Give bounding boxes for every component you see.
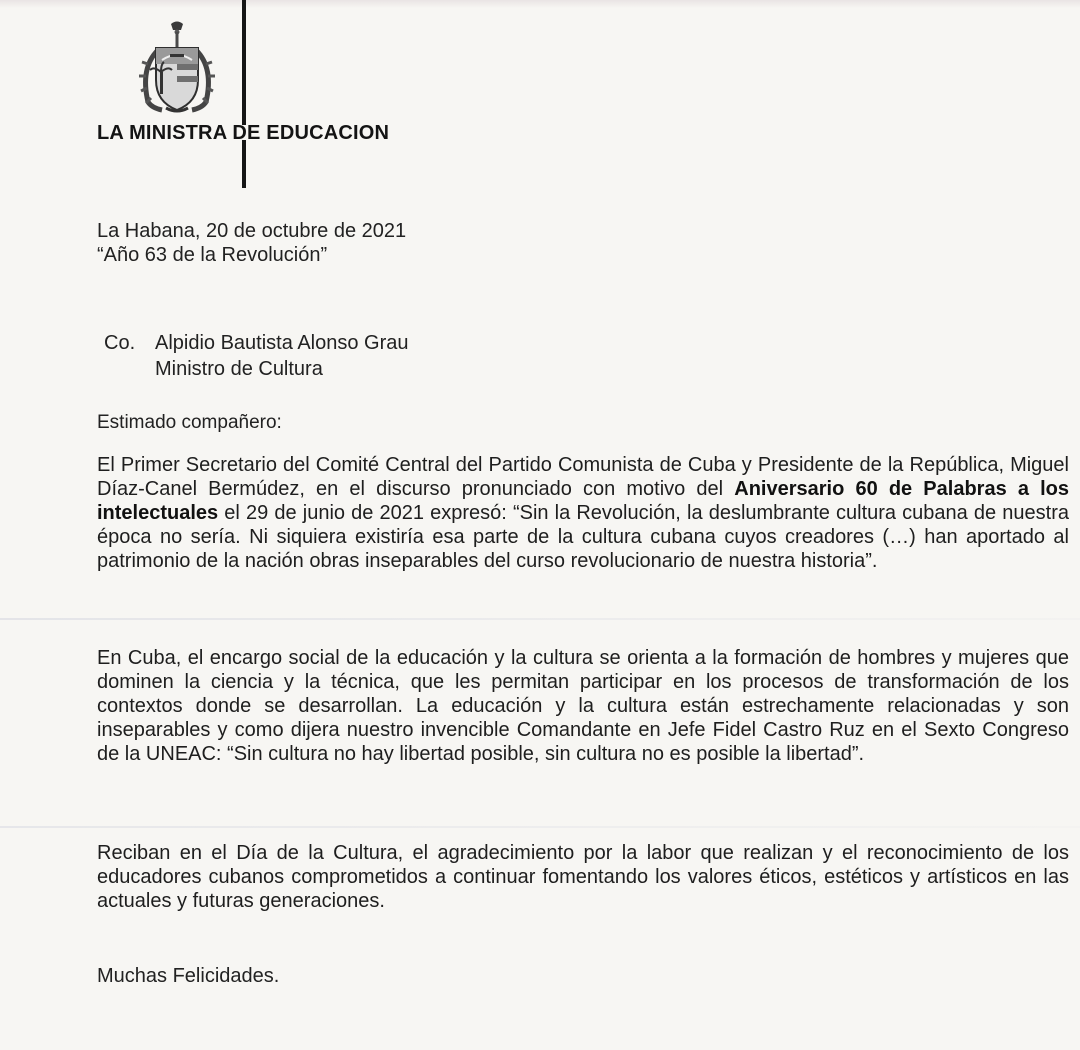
recipient-name: Alpidio Bautista Alonso Grau <box>155 332 409 354</box>
salutation-prefix: Co. <box>104 332 136 354</box>
body-paragraph: Reciban en el Día de la Cultura, el agradecimiento por la labor que realizan y el reconocimiento de los educadores cubanos comprometidos a continuar fomentando los valores éticos, estéticos y artísticos en las actuales y futuras generaciones. <box>97 842 1069 912</box>
cuban-coat-of-arms-icon <box>134 20 220 116</box>
margin-rule <box>242 140 246 188</box>
body-paragraph <box>97 453 1069 573</box>
page-top-edge <box>0 0 1080 8</box>
paragraph-text: El Primer Secretario del Comité Central del Partido Comunista de Cuba y Presidente de la República, Miguel Díaz-Canel Bermúdez, en el discurso pronunciado con motivo del <box>97 454 1069 500</box>
place-date: La Habana, 20 de octubre de 2021 <box>97 220 407 242</box>
year-motto: “Año 63 de la Revolución” <box>97 244 328 266</box>
margin-rule <box>242 0 246 125</box>
scan-fold-line <box>0 826 1080 828</box>
ministry-letterhead: LA MINISTRA DE EDUCACION <box>97 122 390 144</box>
greeting: Estimado compañero: <box>97 412 282 433</box>
body-paragraph: En Cuba, el encargo social de la educación y la cultura se orienta a la formación de hombres y mujeres que dominen la ciencia y la técnica, que les permitan participar en los procesos de transformación de los contextos donde se desarrollan. La educación y la cultura están estrechamente relacionadas y son inseparables y como dijera nuestro invencible Comandante en Jefe Fidel Castro Ruz en el Sexto Congreso de la UNEAC: “Sin cultura no hay libertad posible, sin cultura no es posible la libertad”. <box>97 647 1069 765</box>
closing: Muchas Felicidades. <box>97 965 280 987</box>
scan-fold-line <box>0 618 1080 620</box>
recipient-title: Ministro de Cultura <box>155 358 323 380</box>
event-title-bold: Aniversario 60 de Palabras a los intelectuales <box>97 478 1070 524</box>
paragraph-text: el 29 de junio de 2021 expresó: “Sin la Revolución, la deslumbrante cultura cubana de nuestra época no sería. Ni siquiera existiría esa parte de la cultura cubana cuyos creadores (…) han aportado al patrimonio de la nación obras inseparables del curso revolucionario de nuestra historia”. <box>97 502 1069 572</box>
